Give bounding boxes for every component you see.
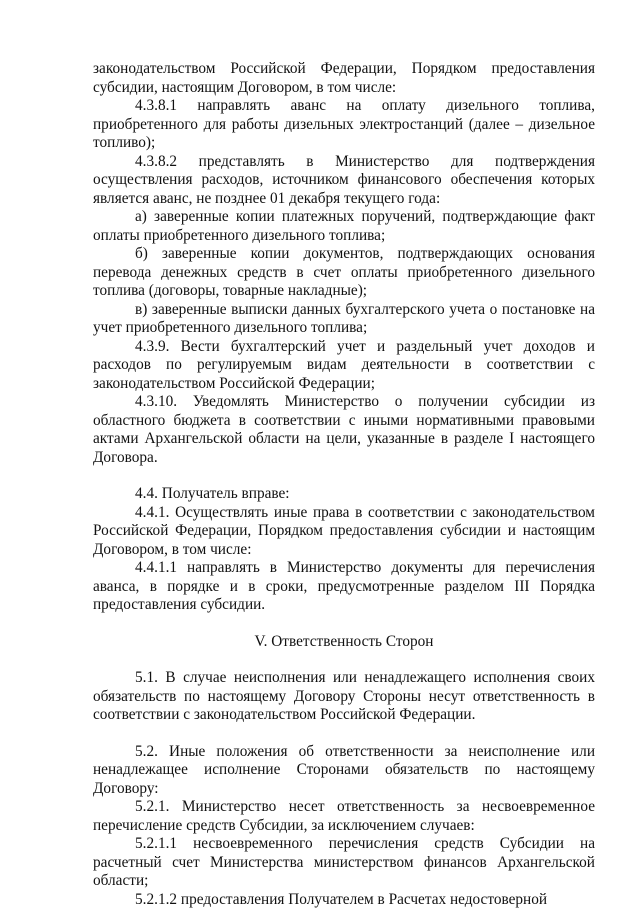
paragraph-4-3-10: 4.3.10. Уведомлять Министерство о получении субсидии из областного бюджета в соответствии с иными нормативными правовыми актами Архангельской области на цели, указанные в разделе I настоящего Договора. xyxy=(93,393,595,467)
spacer xyxy=(93,615,595,633)
spacer xyxy=(93,651,595,669)
paragraph-4-4-1: 4.4.1. Осуществлять иные права в соответствии с законодательством Российской Федерации, Порядком предоставления субсидии и настоящим Договором, в том числе: xyxy=(93,504,595,560)
paragraph-5-1: 5.1. В случае неисполнения или ненадлежащего исполнения своих обязательств по настоящему Договору Стороны несут ответственность в соответствии с законодательством Российской Федерации. xyxy=(93,669,595,725)
paragraph-5-2: 5.2. Иные положения об ответственности за неисполнение или ненадлежащее исполнение Сторонами обязательств по настоящему Договору: xyxy=(93,743,595,799)
paragraph-5-2-1: 5.2.1. Министерство несет ответственность за несвоевременное перечисление средств Субсидии, за исключением случаев: xyxy=(93,798,595,835)
paragraph-item-v: в) заверенные выписки данных бухгалтерского учета о постановке на учет приобретенного дизельного топлива; xyxy=(93,301,595,338)
paragraph-item-b: б) заверенные копии документов, подтверждающих основания перевода денежных средств в счет оплаты приобретенного дизельного топлива (договоры, товарные накладные); xyxy=(93,245,595,301)
document-body xyxy=(93,60,595,909)
paragraph-5-2-1-2: 5.2.1.2 предоставления Получателем в Расчетах недостоверной xyxy=(93,891,595,909)
section-heading: V. Ответственность Сторон xyxy=(93,633,595,652)
paragraph-4-3-9: 4.3.9. Вести бухгалтерский учет и раздельный учет доходов и расходов по регулируемым видам деятельности в соответствии с законодательством Российской Федерации; xyxy=(93,338,595,394)
paragraph-continuation: законодательством Российской Федерации, Порядком предоставления субсидии, настоящим Договором, в том числе: xyxy=(93,60,595,97)
spacer xyxy=(93,467,595,485)
paragraph-item-a: а) заверенные копии платежных поручений, подтверждающие факт оплаты приобретенного дизельного топлива; xyxy=(93,208,595,245)
paragraph-4-4-1-1: 4.4.1.1 направлять в Министерство документы для перечисления аванса, в порядке и в сроки, предусмотренные разделом III Порядка предоставления субсидии. xyxy=(93,559,595,615)
paragraph-5-2-1-1: 5.2.1.1 несвоевременного перечисления средств Субсидии на расчетный счет Министерства министерством финансов Архангельской области; xyxy=(93,835,595,891)
paragraph-4-4: 4.4. Получатель вправе: xyxy=(93,485,595,504)
paragraph-4-3-8-1: 4.3.8.1 направлять аванс на оплату дизельного топлива, приобретенного для работы дизельных электростанций (далее – дизельное топливо); xyxy=(93,97,595,153)
spacer xyxy=(93,725,595,743)
paragraph-4-3-8-2: 4.3.8.2 представлять в Министерство для подтверждения осуществления расходов, источником финансового обеспечения которых является аванс, не позднее 01 декабря текущего года: xyxy=(93,153,595,209)
